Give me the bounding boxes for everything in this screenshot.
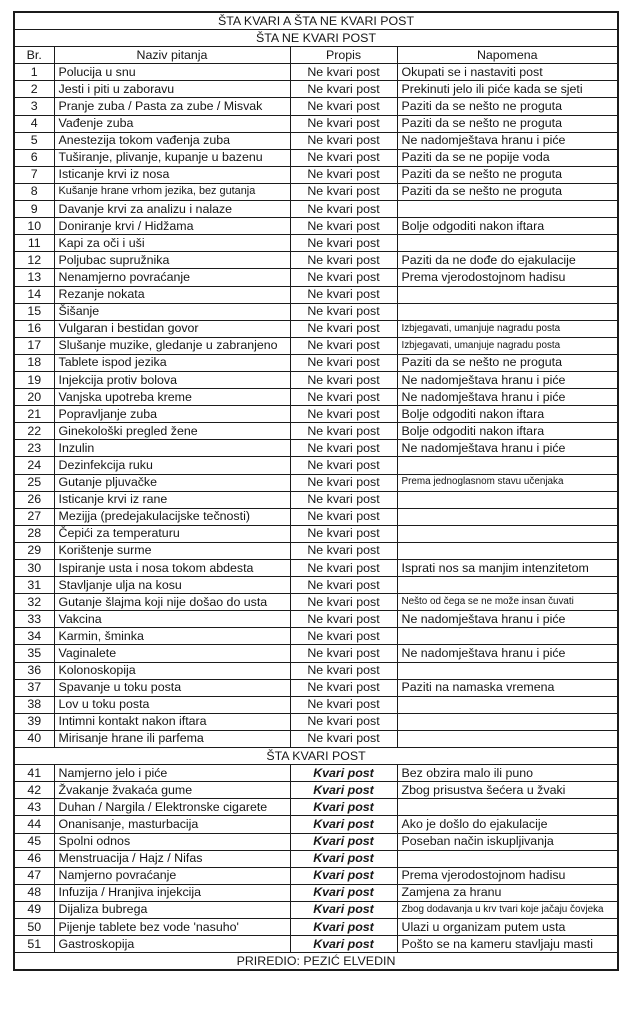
note-value: Prema vjerodostojnom hadisu: [397, 269, 618, 286]
question-name: Vaginalete: [54, 645, 290, 662]
ruling-value: Ne kvari post: [290, 594, 397, 611]
table-row: [14, 542, 618, 559]
note-value: Ne nadomještava hranu i piće: [397, 440, 618, 457]
row-number: 51: [14, 936, 54, 953]
table-row: [14, 765, 618, 782]
table-row: [14, 713, 618, 730]
table-row: [14, 628, 618, 645]
question-name: Rezanje nokata: [54, 286, 290, 303]
table-body: [14, 64, 618, 953]
question-name: Stavljanje ulja na kosu: [54, 577, 290, 594]
ruling-value: Ne kvari post: [290, 183, 397, 200]
note-value: [397, 577, 618, 594]
note-value: [397, 713, 618, 730]
ruling-value: Kvari post: [290, 816, 397, 833]
table-row: [14, 901, 618, 918]
row-number: 16: [14, 320, 54, 337]
row-number: 13: [14, 269, 54, 286]
ruling-value: Ne kvari post: [290, 423, 397, 440]
row-number: 17: [14, 337, 54, 354]
column-header-br: Br.: [14, 47, 54, 64]
note-value: [397, 730, 618, 747]
row-number: 34: [14, 628, 54, 645]
question-name: Vanjska upotreba kreme: [54, 389, 290, 406]
note-value: Paziti da se nešto ne proguta: [397, 354, 618, 371]
row-number: 10: [14, 218, 54, 235]
ruling-value: Ne kvari post: [290, 132, 397, 149]
ruling-value: Ne kvari post: [290, 149, 397, 166]
note-value: Okupati se i nastaviti post: [397, 64, 618, 81]
table-row: [14, 799, 618, 816]
question-name: Lov u toku posta: [54, 696, 290, 713]
question-name: Jesti i piti u zaboravu: [54, 81, 290, 98]
ruling-value: Kvari post: [290, 884, 397, 901]
row-number: 47: [14, 867, 54, 884]
row-number: 25: [14, 474, 54, 491]
note-value: Bolje odgoditi nakon iftara: [397, 218, 618, 235]
ruling-value: Ne kvari post: [290, 440, 397, 457]
ruling-value: Ne kvari post: [290, 713, 397, 730]
note-value: [397, 457, 618, 474]
row-number: 23: [14, 440, 54, 457]
ruling-value: Ne kvari post: [290, 252, 397, 269]
question-name: Tuširanje, plivanje, kupanje u bazenu: [54, 149, 290, 166]
column-header-napomena: Napomena: [397, 47, 618, 64]
note-value: [397, 696, 618, 713]
table-row: [14, 406, 618, 423]
ruling-value: Ne kvari post: [290, 269, 397, 286]
section-heading-row: [14, 748, 618, 765]
question-name: Menstruacija / Hajz / Nifas: [54, 850, 290, 867]
row-number: 36: [14, 662, 54, 679]
question-name: Vakcina: [54, 611, 290, 628]
note-value: [397, 799, 618, 816]
row-number: 39: [14, 713, 54, 730]
note-value: Bez obzira malo ili puno: [397, 765, 618, 782]
ruling-value: Ne kvari post: [290, 577, 397, 594]
row-number: 45: [14, 833, 54, 850]
ruling-value: Ne kvari post: [290, 371, 397, 388]
ruling-value: Ne kvari post: [290, 491, 397, 508]
table-row: [14, 662, 618, 679]
note-value: [397, 491, 618, 508]
ruling-value: Ne kvari post: [290, 115, 397, 132]
question-name: Ispiranje usta i nosa tokom abdesta: [54, 560, 290, 577]
question-name: Šišanje: [54, 303, 290, 320]
column-header-propis: Propis: [290, 47, 397, 64]
table-row: [14, 696, 618, 713]
ruling-value: Ne kvari post: [290, 645, 397, 662]
ruling-value: Kvari post: [290, 850, 397, 867]
question-name: Vulgaran i bestidan govor: [54, 320, 290, 337]
row-number: 26: [14, 491, 54, 508]
question-name: Gastroskopija: [54, 936, 290, 953]
row-number: 40: [14, 730, 54, 747]
note-value: [397, 286, 618, 303]
ruling-value: Ne kvari post: [290, 508, 397, 525]
row-number: 30: [14, 560, 54, 577]
document-title: ŠTA KVARI A ŠTA NE KVARI POST: [14, 12, 618, 30]
note-value: Paziti da ne dođe do ejakulacije: [397, 252, 618, 269]
row-number: 22: [14, 423, 54, 440]
table-row: [14, 252, 618, 269]
table-row: [14, 611, 618, 628]
question-name: Doniranje krvi / Hidžama: [54, 218, 290, 235]
note-value: Zbog prisustva šećera u žvaki: [397, 782, 618, 799]
ruling-value: Kvari post: [290, 782, 397, 799]
note-value: [397, 303, 618, 320]
table-row: [14, 320, 618, 337]
ruling-value: Ne kvari post: [290, 286, 397, 303]
table-row: [14, 833, 618, 850]
note-value: [397, 508, 618, 525]
note-value: Izbjegavati, umanjuje nagradu posta: [397, 337, 618, 354]
note-value: Prema jednoglasnom stavu učenjaka: [397, 474, 618, 491]
question-name: Davanje krvi za analizu i nalaze: [54, 201, 290, 218]
table-row: [14, 918, 618, 935]
question-name: Žvakanje žvakaća gume: [54, 782, 290, 799]
question-name: Dezinfekcija ruku: [54, 457, 290, 474]
row-number: 21: [14, 406, 54, 423]
fasting-rulings-table: [13, 11, 619, 971]
note-value: [397, 201, 618, 218]
table-row: [14, 423, 618, 440]
ruling-value: Ne kvari post: [290, 320, 397, 337]
document-title-row: [14, 12, 618, 30]
ruling-value: Kvari post: [290, 765, 397, 782]
table-row: [14, 782, 618, 799]
question-name: Pijenje tablete bez vode 'nasuho': [54, 918, 290, 935]
question-name: Anestezija tokom vađenja zuba: [54, 132, 290, 149]
ruling-value: Kvari post: [290, 799, 397, 816]
question-name: Karmin, šminka: [54, 628, 290, 645]
question-name: Ginekološki pregled žene: [54, 423, 290, 440]
ruling-value: Kvari post: [290, 833, 397, 850]
ruling-value: Ne kvari post: [290, 525, 397, 542]
row-number: 42: [14, 782, 54, 799]
question-name: Kolonoskopija: [54, 662, 290, 679]
note-value: [397, 235, 618, 252]
table-row: [14, 867, 618, 884]
table-row: [14, 936, 618, 953]
note-value: Pošto se na kameru stavljaju masti: [397, 936, 618, 953]
row-number: 24: [14, 457, 54, 474]
question-name: Gutanje šlajma koji nije došao do usta: [54, 594, 290, 611]
note-value: Zamjena za hranu: [397, 884, 618, 901]
ruling-value: Ne kvari post: [290, 64, 397, 81]
ruling-value: Ne kvari post: [290, 81, 397, 98]
ruling-value: Kvari post: [290, 867, 397, 884]
row-number: 3: [14, 98, 54, 115]
note-value: Ne nadomještava hranu i piće: [397, 611, 618, 628]
table-row: [14, 64, 618, 81]
table-row: [14, 201, 618, 218]
table-row: [14, 884, 618, 901]
row-number: 18: [14, 354, 54, 371]
note-value: Ne nadomještava hranu i piće: [397, 132, 618, 149]
row-number: 14: [14, 286, 54, 303]
question-name: Intimni kontakt nakon iftara: [54, 713, 290, 730]
table-row: [14, 166, 618, 183]
note-value: [397, 542, 618, 559]
note-value: Ne nadomještava hranu i piće: [397, 389, 618, 406]
ruling-value: Ne kvari post: [290, 542, 397, 559]
question-name: Namjerno povraćanje: [54, 867, 290, 884]
row-number: 19: [14, 371, 54, 388]
note-value: Paziti da se nešto ne proguta: [397, 183, 618, 200]
table-row: [14, 286, 618, 303]
note-value: Ne nadomještava hranu i piće: [397, 371, 618, 388]
question-name: Pranje zuba / Pasta za zube / Misvak: [54, 98, 290, 115]
row-number: 20: [14, 389, 54, 406]
row-number: 33: [14, 611, 54, 628]
table-row: [14, 457, 618, 474]
note-value: Paziti da se nešto ne proguta: [397, 98, 618, 115]
table-row: [14, 508, 618, 525]
section-heading-kvari: ŠTA KVARI POST: [14, 748, 618, 765]
table-row: [14, 371, 618, 388]
ruling-value: Ne kvari post: [290, 730, 397, 747]
question-name: Slušanje muzike, gledanje u zabranjeno: [54, 337, 290, 354]
row-number: 44: [14, 816, 54, 833]
table-row: [14, 491, 618, 508]
note-value: Prema vjerodostojnom hadisu: [397, 867, 618, 884]
table-row: [14, 98, 618, 115]
table-row: [14, 645, 618, 662]
row-number: 1: [14, 64, 54, 81]
table-row: [14, 679, 618, 696]
row-number: 43: [14, 799, 54, 816]
row-number: 11: [14, 235, 54, 252]
row-number: 28: [14, 525, 54, 542]
question-name: Injekcija protiv bolova: [54, 371, 290, 388]
ruling-value: Ne kvari post: [290, 457, 397, 474]
row-number: 6: [14, 149, 54, 166]
note-value: Ako je došlo do ejakulacije: [397, 816, 618, 833]
note-value: Ulazi u organizam putem usta: [397, 918, 618, 935]
ruling-value: Ne kvari post: [290, 406, 397, 423]
question-name: Isticanje krvi iz rane: [54, 491, 290, 508]
note-value: [397, 525, 618, 542]
ruling-value: Ne kvari post: [290, 389, 397, 406]
section-heading-row: [14, 30, 618, 47]
ruling-value: Ne kvari post: [290, 474, 397, 491]
note-value: Izbjegavati, umanjuje nagradu posta: [397, 320, 618, 337]
row-number: 15: [14, 303, 54, 320]
question-name: Kušanje hrane vrhom jezika, bez gutanja: [54, 183, 290, 200]
table-row: [14, 303, 618, 320]
question-name: Duhan / Nargila / Elektronske cigarete: [54, 799, 290, 816]
ruling-value: Kvari post: [290, 918, 397, 935]
question-name: Nenamjerno povraćanje: [54, 269, 290, 286]
table-row: [14, 269, 618, 286]
row-number: 9: [14, 201, 54, 218]
row-number: 5: [14, 132, 54, 149]
note-value: Prekinuti jelo ili piće kada se sjeti: [397, 81, 618, 98]
question-name: Mezijja (predejakulacijske tečnosti): [54, 508, 290, 525]
question-name: Polucija u snu: [54, 64, 290, 81]
question-name: Korištenje surme: [54, 542, 290, 559]
table-row: [14, 440, 618, 457]
ruling-value: Ne kvari post: [290, 696, 397, 713]
ruling-value: Ne kvari post: [290, 166, 397, 183]
row-number: 2: [14, 81, 54, 98]
note-value: Ne nadomještava hranu i piće: [397, 645, 618, 662]
prepared-by-credit: PRIREDIO: PEZIĆ ELVEDIN: [14, 953, 618, 971]
table-row: [14, 218, 618, 235]
row-number: 49: [14, 901, 54, 918]
table-row: [14, 132, 618, 149]
ruling-value: Kvari post: [290, 936, 397, 953]
note-value: Poseban način iskupljivanja: [397, 833, 618, 850]
row-number: 12: [14, 252, 54, 269]
table-row: [14, 730, 618, 747]
note-value: Isprati nos sa manjim intenzitetom: [397, 560, 618, 577]
ruling-value: Ne kvari post: [290, 337, 397, 354]
ruling-value: Ne kvari post: [290, 560, 397, 577]
ruling-value: Ne kvari post: [290, 303, 397, 320]
section-heading-ne-kvari: ŠTA NE KVARI POST: [14, 30, 618, 47]
table-row: [14, 816, 618, 833]
ruling-value: Ne kvari post: [290, 354, 397, 371]
row-number: 35: [14, 645, 54, 662]
row-number: 37: [14, 679, 54, 696]
question-name: Kapi za oči i uši: [54, 235, 290, 252]
question-name: Infuzija / Hranjiva injekcija: [54, 884, 290, 901]
ruling-value: Ne kvari post: [290, 611, 397, 628]
table-row: [14, 474, 618, 491]
ruling-value: Ne kvari post: [290, 235, 397, 252]
ruling-value: Ne kvari post: [290, 218, 397, 235]
note-value: [397, 628, 618, 645]
question-name: Popravljanje zuba: [54, 406, 290, 423]
table-row: [14, 560, 618, 577]
note-value: Zbog dodavanja u krv tvari koje jačaju čovjeka: [397, 901, 618, 918]
row-number: 8: [14, 183, 54, 200]
ruling-value: Ne kvari post: [290, 662, 397, 679]
row-number: 29: [14, 542, 54, 559]
note-value: Bolje odgoditi nakon iftara: [397, 406, 618, 423]
note-value: Paziti da se nešto ne proguta: [397, 115, 618, 132]
row-number: 31: [14, 577, 54, 594]
row-number: 50: [14, 918, 54, 935]
ruling-value: Ne kvari post: [290, 679, 397, 696]
question-name: Onanisanje, masturbacija: [54, 816, 290, 833]
question-name: Gutanje pljuvačke: [54, 474, 290, 491]
row-number: 41: [14, 765, 54, 782]
column-header-row: [14, 47, 618, 64]
table-row: [14, 81, 618, 98]
ruling-value: Ne kvari post: [290, 98, 397, 115]
table-row: [14, 354, 618, 371]
question-name: Poljubac supružnika: [54, 252, 290, 269]
question-name: Tablete ispod jezika: [54, 354, 290, 371]
row-number: 32: [14, 594, 54, 611]
question-name: Spolni odnos: [54, 833, 290, 850]
row-number: 46: [14, 850, 54, 867]
table-row: [14, 525, 618, 542]
row-number: 27: [14, 508, 54, 525]
footer-row: [14, 953, 618, 971]
question-name: Mirisanje hrane ili parfema: [54, 730, 290, 747]
note-value: Nešto od čega se ne može insan čuvati: [397, 594, 618, 611]
question-name: Inzulin: [54, 440, 290, 457]
row-number: 7: [14, 166, 54, 183]
question-name: Čepići za temperaturu: [54, 525, 290, 542]
row-number: 48: [14, 884, 54, 901]
question-name: Isticanje krvi iz nosa: [54, 166, 290, 183]
question-name: Namjerno jelo i piće: [54, 765, 290, 782]
table-row: [14, 337, 618, 354]
ruling-value: Kvari post: [290, 901, 397, 918]
note-value: Paziti na namaska vremena: [397, 679, 618, 696]
table-row: [14, 594, 618, 611]
table-row: [14, 577, 618, 594]
table-row: [14, 149, 618, 166]
row-number: 4: [14, 115, 54, 132]
table-row: [14, 850, 618, 867]
question-name: Dijaliza bubrega: [54, 901, 290, 918]
note-value: Bolje odgoditi nakon iftara: [397, 423, 618, 440]
note-value: Paziti da se nešto ne proguta: [397, 166, 618, 183]
table-row: [14, 115, 618, 132]
row-number: 38: [14, 696, 54, 713]
table-row: [14, 389, 618, 406]
table-row: [14, 183, 618, 200]
ruling-value: Ne kvari post: [290, 201, 397, 218]
ruling-value: Ne kvari post: [290, 628, 397, 645]
note-value: [397, 662, 618, 679]
question-name: Spavanje u toku posta: [54, 679, 290, 696]
note-value: Paziti da se ne popije voda: [397, 149, 618, 166]
question-name: Vađenje zuba: [54, 115, 290, 132]
note-value: [397, 850, 618, 867]
table-row: [14, 235, 618, 252]
column-header-naziv: Naziv pitanja: [54, 47, 290, 64]
